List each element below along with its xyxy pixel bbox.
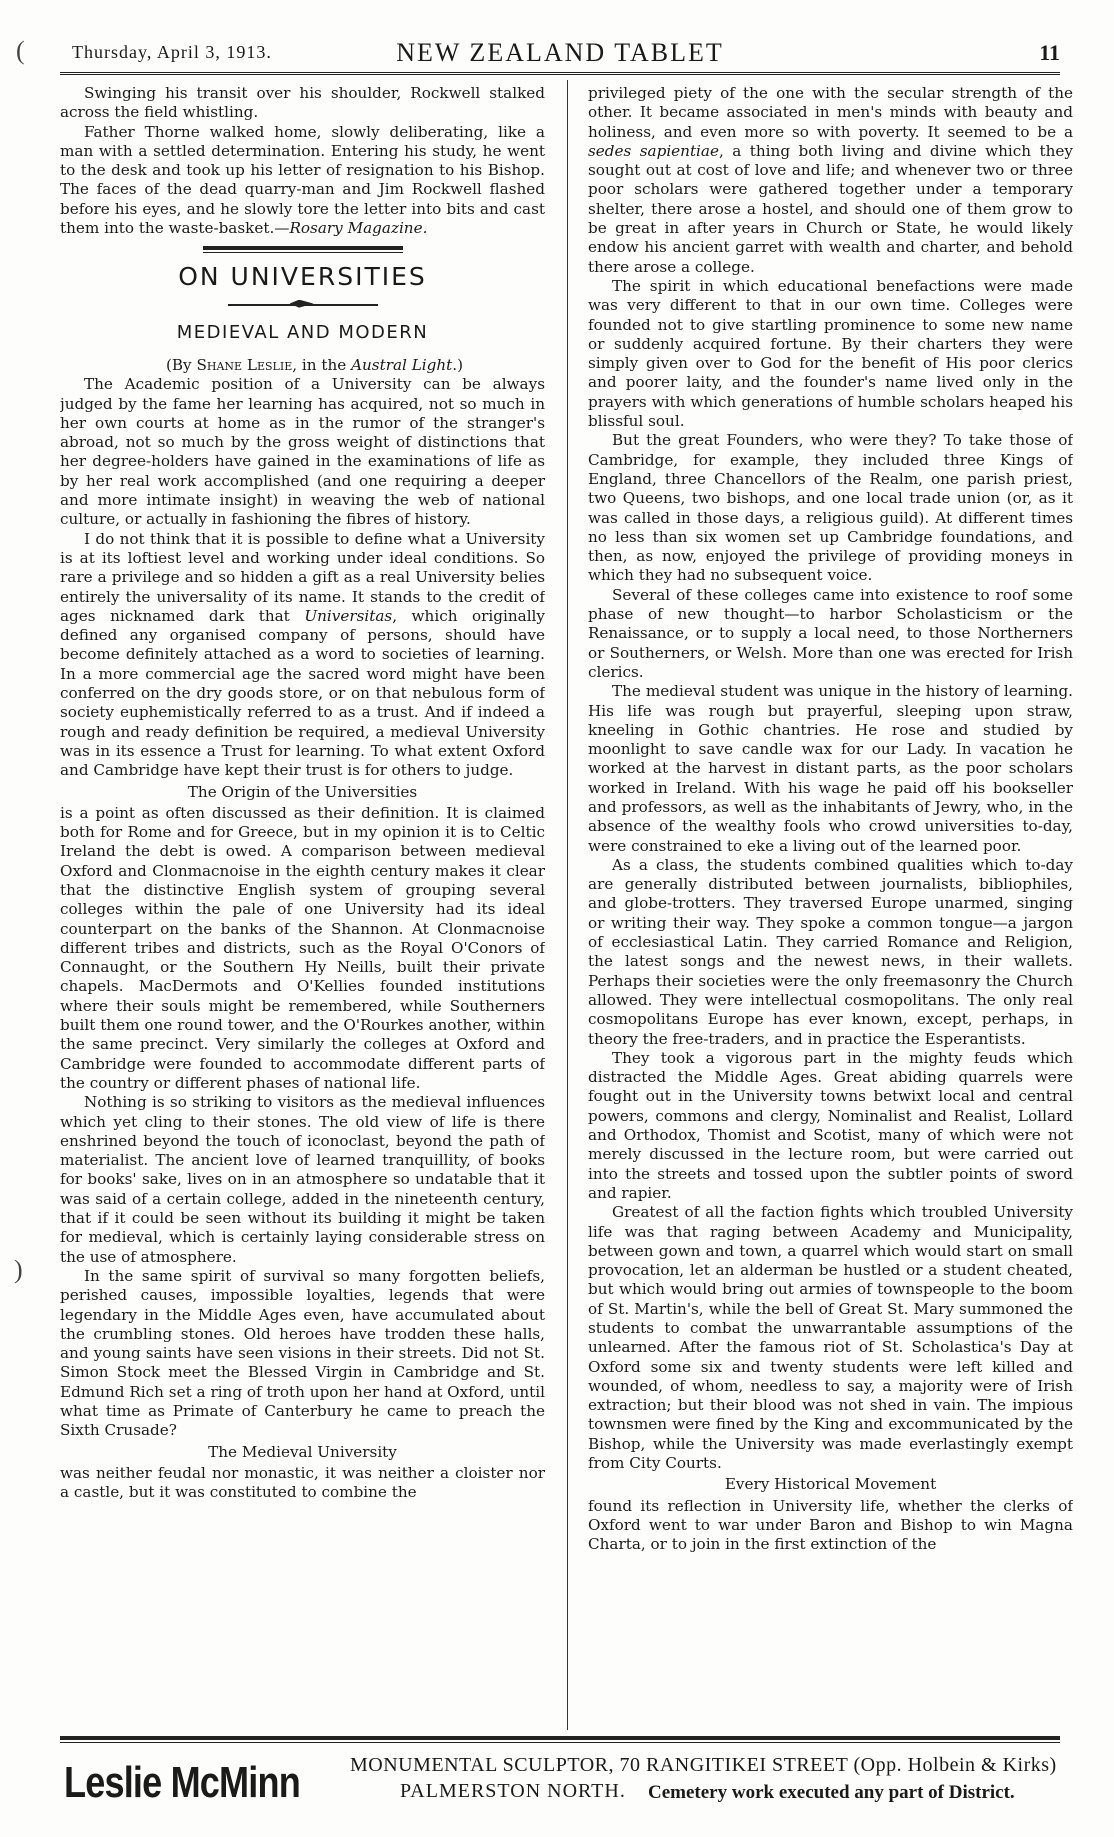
section-heading: The Origin of the Universities <box>187 782 418 801</box>
article-paragraph: The Academic position of a University can be always judged by the fame her learning has acquired, not so much in her own courts at home as in the rumor of the stranger's abroad, not so much by the gross weight of distinctions that her degree-holders have gained in the examinations of life as by her real work accomplished (and one requiring a deeper and more intimate insight) in weaving the web of national culture, or actually in fashioning the fibres of history. <box>60 375 545 529</box>
headline-ornament <box>228 304 378 312</box>
story-ending-paragraph: Father Thorne walked home, slowly deliberating, like a man with a settled determination. Entering his study, he went to the desk and took up his letter of resignation to his Bishop. The faces of the dead quarry-man and Jim Rockwell flashed before his eyes, and he slowly tore the letter into bits and cast them into the waste-basket.—Rosary Magazine. <box>60 122 545 238</box>
advertiser-tagline: Cemetery work executed any part of District. <box>648 1782 1015 1803</box>
article-byline: (By Shane Leslie, in the Austral Light.) <box>165 355 464 374</box>
page-header <box>60 38 1060 72</box>
article-paragraph: As a class, the students combined qualities which to-day are generally distributed between journalists, bibliophiles, and globe-trotters. They traversed Europe unarmed, singing or writing their way. They spoke a common tongue—a jargon of ecclesiastical Latin. They carried Romance and Religion, the latest songs and the newest news, in their wallets. Perhaps their societies were the only freemasonry the Church allowed. They were intellectual cosmopolitans. The only real cosmopolitans Europe has ever known, except, perhaps, in theory the free-traders, and in practice the Esperantists. <box>588 855 1073 1048</box>
article-subheadline: MEDIEVAL AND MODERN <box>176 321 429 343</box>
column-divider <box>567 80 568 1730</box>
article-paragraph: Greatest of all the faction fights which troubled University life was that raging between Academy and Municipality, between gown and town, a quarrel which would start on small provocation, let an alderman be hustled or a student cheated, but which would bring out armies of townspeople to the boom of St. Martin's, while the bell of Great St. Mary summoned the students to combat the unwarrantable assumptions of the unlearned. After the famous riot of St. Scholastica's Day at Oxford some six and twenty students were left killed and wounded, of whom, needless to say, a majority were of Irish extraction; but their blood was not shed in vain. The impious townsmen were fined by the King and excommunicated by the Bishop, while the University was made everlastingly exempt from City Courts. <box>588 1203 1073 1473</box>
advertiser-name: Leslie McMinn <box>64 1758 300 1807</box>
margin-mark-middle: ) <box>14 1255 23 1284</box>
right-column <box>588 84 1073 1724</box>
story-ending-paragraph: Swinging his transit over his shoulder, Rockwell stalked across the field whistling. <box>60 84 545 122</box>
header-rule <box>60 72 1060 75</box>
page-number: 11 <box>1039 40 1060 65</box>
article-paragraph: is a point as often discussed as their definition. It is claimed both for Rome and for Greece, but in my opinion it is to Celtic Ireland the debt is owed. A comparison between medieval Oxford and Clonmacnoise in the eighth century makes it clear that the distinctive English system of grouping several colleges within the pale of one University had its ideal counterpart on the banks of the Shannon. At Clonmacnoise different tribes and districts, such as the Royal O'Conors of Connaught, or the Southern Hy Neills, built their private chapels. MacDermots and O'Kellies founded institutions where their souls might be remembered, while Southerners built them one round tower, and the O'Rourkes another, within the same precinct. Very similarly the colleges at Oxford and Cambridge were founded to accommodate different parts of the country or different phases of national life. <box>60 803 545 1092</box>
article-paragraph: privileged piety of the one with the secular strength of the other. It became associated in men's minds with beauty and holiness, and even more so with poverty. It seemed to be a sedes sapientiae, a thing both living and divine which they sought out at cost of love and life; and whenever two or three poor scholars were gathered together under a temporary shelter, there arose a hostel, and should one of them grow to be great in after years in Church or State, he would likely endow his ancient garret with wealth and charter, and behold there arose a college. <box>588 84 1073 276</box>
section-heading: The Medieval University <box>208 1442 397 1461</box>
issue-date: Thursday, April 3, 1913. <box>72 42 272 62</box>
article-paragraph: The medieval student was unique in the history of learning. His life was rough but prayerful, sleeping upon straw, kneeling in Gothic chantries. He rose and studied by moonlight to save candle wax for our Lady. In vacation he worked at the harvest in distant parts, as the poor scholars worked in Ireland. With his wage he paid off his bookseller and professors, as well as the inhabitants of Jewry, who, in the absence of the wealthy fools who crowd universities to-day, were constrained to eke a living out of the learned poor. <box>588 682 1073 855</box>
section-heading: Every Historical Movement <box>724 1475 937 1494</box>
story-source: Rosary Magazine. <box>289 219 428 238</box>
article-paragraph: found its reflection in University life, whether the clerks of Oxford went to war under Baron and Bishop to win Magna Charta, or to join in the first extinction of the <box>588 1496 1073 1554</box>
margin-mark-top: ( <box>16 36 25 65</box>
advertisement-rule <box>60 1736 1060 1743</box>
article-paragraph: Nothing is so striking to visitors as the medieval influences which yet cling to their stones. The old view of life is there enshrined beyond the touch of iconoclast, beyond the path of materialist. The ancient love of learned tranquillity, of books for books' sake, lives on in an atmosphere so undatable that it was said of a certain college, added in the nineteenth century, that if it could be seen without its building it might be taken for medieval, which is certainly laying considerable stress on the use of atmosphere. <box>60 1093 545 1266</box>
advertiser-address: MONUMENTAL SCULPTOR, 70 RANGITIKEI STREET (Opp. Holbein & Kirks) <box>350 1754 1057 1776</box>
byline-author: Shane Leslie <box>196 355 293 374</box>
article-paragraph: The spirit in which educational benefactions were made was very different to that in our own time. Colleges were founded not to give startling prominence to some new name or suddenly acquired fortune. By their charters they were simply given over to God for the benefit of His poor clerics and poorer laity, and the founder's name lived only in the prayers with which generations of humble scholars heaped his blissful soul. <box>588 276 1073 431</box>
article-headline: ON UNIVERSITIES <box>178 262 427 292</box>
article-paragraph: was neither feudal nor monastic, it was neither a cloister nor a castle, but it was constituted to combine the <box>60 1463 545 1502</box>
article-paragraph: In the same spirit of survival so many forgotten beliefs, perished causes, impossible loyalties, legends that were legendary in the Middle Ages even, have accumulated about the crumbling stones. Old heroes have trodden these halls, and young saints have seen visions in their streets. Did not St. Simon Stock meet the Blessed Virgin in Cambridge and St. Edmund Rich set a ring of troth upon her hand at Oxford, until what time as Primate of Canterbury he came to preach the Sixth Crusade? <box>60 1266 545 1440</box>
byline-publication: Austral Light <box>351 355 453 374</box>
article-paragraph: They took a vigorous part in the mighty feuds which distracted the Middle Ages. Great abiding quarrels were fought out in the University towns betwixt local and central powers, commons and clergy, Nominalist and Realist, Lollard and Orthodox, Thomist and Scotist, many of which were not merely discussed in the lecture room, but were carried out into the streets and tossed upon the subtler points of sword and rapier. <box>588 1048 1073 1202</box>
masthead-title: NEW ZEALAND TABLET <box>396 38 724 67</box>
article-paragraph: I do not think that it is possible to define what a University is at its loftiest level and working under ideal conditions. So rare a privilege and so hidden a gift as a real University belies entirely the universality of its name. It stands to the credit of ages nicknamed dark that Universitas, which originally defined any organised company of persons, should have become definitely attached as a word to societies of learning. In a more commercial age the sacred word might have been conferred on the dry goods store, or on that nebulous form of society euphemistically referred to as a trust. And if indeed a rough and ready definition be required, a medieval University was in its essence a Trust for learning. To what extent Oxford and Cambridge have kept their trust is for others to judge. <box>60 529 545 780</box>
advertiser-town: PALMERSTON NORTH. <box>400 1780 626 1802</box>
left-column <box>60 84 545 1724</box>
article-paragraph: Several of these colleges came into existence to roof some phase of new thought—to harbor Scholasticism or the Renaissance, or to supply a local need, to those Northerners or Southerners, or Welsh. More than one was erected for Irish clerics. <box>588 585 1073 681</box>
article-paragraph: But the great Founders, who were they? To take those of Cambridge, for example, they included three Kings of England, three Chancellors of the Realm, one parish priest, two Queens, two bishops, and one local trade union (or, as it was called in those days, a religious guild). At different times no less than six women set up Cambridge foundations, and then, as now, enjoyed the privilege of providing moneys in which they had no subsequent voice. <box>588 431 1073 585</box>
story-separator-rule <box>203 246 403 253</box>
